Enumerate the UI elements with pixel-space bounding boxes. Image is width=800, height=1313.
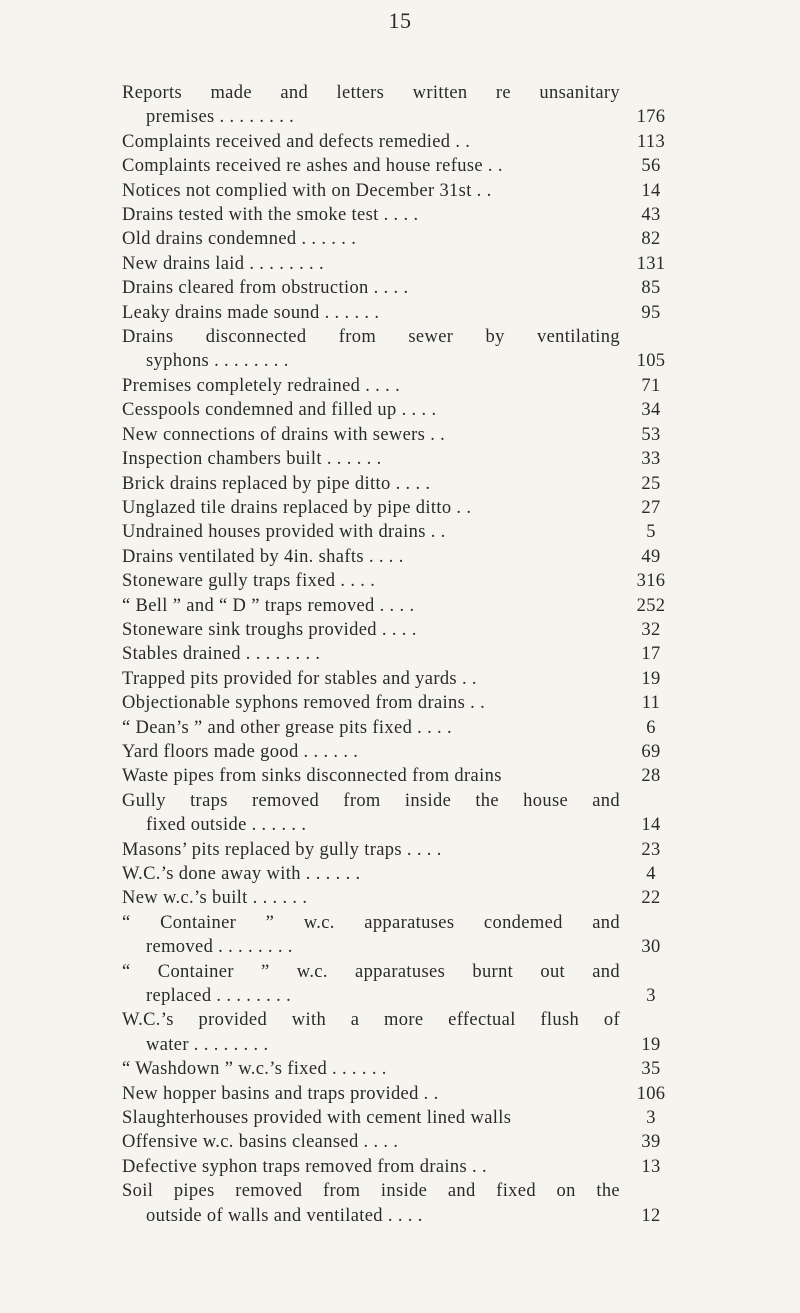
item-count: 35 <box>641 1059 661 1080</box>
item-count: 19 <box>641 1034 661 1055</box>
item-description: Undrained houses provided with drains . . <box>122 522 446 543</box>
item-description-continuation: removed . . . . . . . . <box>146 937 293 958</box>
item-count: 13 <box>641 1156 661 1177</box>
item-description: Yard floors made good . . . . . . <box>122 741 359 762</box>
list-item <box>122 618 682 642</box>
item-description-continuation: water . . . . . . . . <box>146 1034 269 1055</box>
item-description: Objectionable syphons removed from drains . . <box>122 693 486 714</box>
list-item <box>122 374 682 398</box>
item-description-first-line: “ Container ” w.c. apparatuses condemed and <box>122 912 620 933</box>
list-item <box>122 594 682 618</box>
item-count: 3 <box>646 1108 656 1129</box>
item-description <box>122 789 620 838</box>
item-count: 82 <box>641 229 661 250</box>
item-description: New connections of drains with sewers . . <box>122 424 446 445</box>
item-description: “ Bell ” and “ D ” traps removed . . . . <box>122 595 415 616</box>
item-description-first-line: Gully traps removed from inside the house and <box>122 790 620 811</box>
item-description: “ Washdown ” w.c.’s fixed . . . . . . <box>122 1059 387 1080</box>
item-count: 316 <box>636 571 666 592</box>
item-count: 12 <box>641 1205 661 1226</box>
item-count: 27 <box>641 497 661 518</box>
list-item <box>122 301 682 325</box>
list-item <box>122 154 682 178</box>
item-description: Stables drained . . . . . . . . <box>122 644 321 665</box>
list-item <box>122 667 682 691</box>
list-item <box>122 1057 682 1081</box>
item-count: 25 <box>641 473 661 494</box>
list-item <box>122 227 682 251</box>
item-description: Trapped pits provided for stables and yards . . <box>122 668 477 689</box>
item-count: 85 <box>641 278 661 299</box>
item-description-first-line: Drains disconnected from sewer by ventilating <box>122 327 620 348</box>
list-item <box>122 472 682 496</box>
list-item <box>122 1082 682 1106</box>
item-description: Brick drains replaced by pipe ditto . . . . <box>122 473 431 494</box>
item-description <box>122 960 620 1009</box>
item-description: Inspection chambers built . . . . . . <box>122 449 382 470</box>
item-count: 14 <box>641 815 661 836</box>
list-item <box>122 789 682 838</box>
item-description: Drains tested with the smoke test . . . . <box>122 205 419 226</box>
item-description-continuation: outside of walls and ventilated . . . . <box>146 1205 423 1226</box>
item-description: Notices not complied with on December 31st . . <box>122 180 492 201</box>
item-description-first-line: “ Container ” w.c. apparatuses burnt out and <box>122 961 620 982</box>
item-description <box>122 1179 620 1228</box>
sanitary-work-list <box>122 81 682 1228</box>
item-count: 56 <box>641 156 661 177</box>
list-item <box>122 130 682 154</box>
item-description <box>122 1008 620 1057</box>
list-item <box>122 81 682 130</box>
item-description: “ Dean’s ” and other grease pits fixed . . . . <box>122 717 452 738</box>
item-count: 252 <box>636 595 666 616</box>
item-count: 5 <box>646 522 656 543</box>
item-count: 33 <box>641 449 661 470</box>
list-item <box>122 569 682 593</box>
item-count: 17 <box>641 644 661 665</box>
item-description: Complaints received and defects remedied . . <box>122 131 471 152</box>
item-description: Drains ventilated by 4in. shafts . . . . <box>122 546 404 567</box>
item-description: Complaints received re ashes and house refuse . . <box>122 156 503 177</box>
item-description: W.C.’s done away with . . . . . . <box>122 864 361 884</box>
list-item <box>122 252 682 276</box>
list-item <box>122 838 682 862</box>
list-item <box>122 1106 682 1130</box>
item-description-continuation: fixed outside . . . . . . <box>146 815 307 836</box>
list-item <box>122 520 682 544</box>
item-count: 4 <box>646 864 656 884</box>
item-description: Stoneware sink troughs provided . . . . <box>122 619 417 640</box>
list-item <box>122 545 682 569</box>
list-item <box>122 203 682 227</box>
item-description: Cesspools condemned and filled up . . . . <box>122 400 437 421</box>
item-count: 53 <box>641 424 661 445</box>
item-description: Masons’ pits replaced by gully traps . . . . <box>122 839 442 860</box>
item-count: 30 <box>641 937 661 958</box>
list-item <box>122 740 682 764</box>
list-item <box>122 642 682 666</box>
item-count: 106 <box>636 1083 666 1104</box>
page-number: 15 <box>388 8 412 33</box>
item-description: Waste pipes from sinks disconnected from drains <box>122 766 502 787</box>
item-description: New drains laid . . . . . . . . <box>122 253 324 274</box>
item-count: 113 <box>636 131 666 152</box>
item-count: 43 <box>641 205 661 226</box>
item-description-continuation: syphons . . . . . . . . <box>146 351 289 372</box>
list-item <box>122 496 682 520</box>
item-description-first-line: W.C.’s provided with a more effectual flush of <box>122 1010 620 1031</box>
list-item <box>122 447 682 471</box>
list-item <box>122 1008 682 1057</box>
item-count: 176 <box>636 107 666 128</box>
item-description: Stoneware gully traps fixed . . . . <box>122 571 376 592</box>
item-count: 11 <box>641 693 661 714</box>
item-count: 131 <box>636 253 666 274</box>
item-count: 95 <box>641 302 661 323</box>
item-count: 23 <box>641 839 661 860</box>
list-item <box>122 179 682 203</box>
item-description <box>122 911 620 960</box>
item-description <box>122 325 620 374</box>
list-item <box>122 423 682 447</box>
item-count: 19 <box>641 668 661 689</box>
list-item <box>122 276 682 300</box>
item-description: Old drains condemned . . . . . . <box>122 229 357 250</box>
item-description: Leaky drains made sound . . . . . . <box>122 302 380 323</box>
item-count: 34 <box>641 400 661 421</box>
list-item <box>122 716 682 740</box>
list-item <box>122 886 682 910</box>
list-item <box>122 862 682 886</box>
item-count: 28 <box>641 766 661 787</box>
list-item <box>122 691 682 715</box>
item-count: 69 <box>641 741 661 762</box>
item-count: 6 <box>646 717 656 738</box>
list-item <box>122 325 682 374</box>
list-item <box>122 1130 682 1154</box>
item-description: New w.c.’s built . . . . . . <box>122 888 308 909</box>
item-count: 49 <box>641 546 661 567</box>
item-description: Drains cleared from obstruction . . . . <box>122 278 409 299</box>
item-description: Defective syphon traps removed from drains . . <box>122 1156 487 1177</box>
item-count: 32 <box>641 619 661 640</box>
item-description-first-line: Reports made and letters written re unsanitary <box>122 83 620 103</box>
item-count: 14 <box>641 180 661 201</box>
item-description: Slaughterhouses provided with cement lined walls <box>122 1108 512 1129</box>
item-description: Offensive w.c. basins cleansed . . . . <box>122 1132 399 1153</box>
item-description <box>122 81 620 130</box>
item-description: Premises completely redrained . . . . <box>122 375 401 396</box>
item-count: 105 <box>636 351 666 372</box>
list-item <box>122 764 682 788</box>
item-description-continuation: replaced . . . . . . . . <box>146 986 292 1007</box>
item-count: 3 <box>646 986 656 1007</box>
list-item <box>122 398 682 422</box>
item-description: New hopper basins and traps provided . . <box>122 1083 439 1104</box>
item-description-first-line: Soil pipes removed from inside and fixed on the <box>122 1181 620 1202</box>
list-item <box>122 1155 682 1179</box>
item-count: 22 <box>641 888 661 909</box>
item-count: 71 <box>641 375 661 396</box>
list-item <box>122 960 682 1009</box>
list-item <box>122 911 682 960</box>
item-description-continuation: premises . . . . . . . . <box>146 107 295 128</box>
list-item <box>122 1179 682 1228</box>
item-description: Unglazed tile drains replaced by pipe ditto . . <box>122 497 472 518</box>
item-count: 39 <box>641 1132 661 1153</box>
